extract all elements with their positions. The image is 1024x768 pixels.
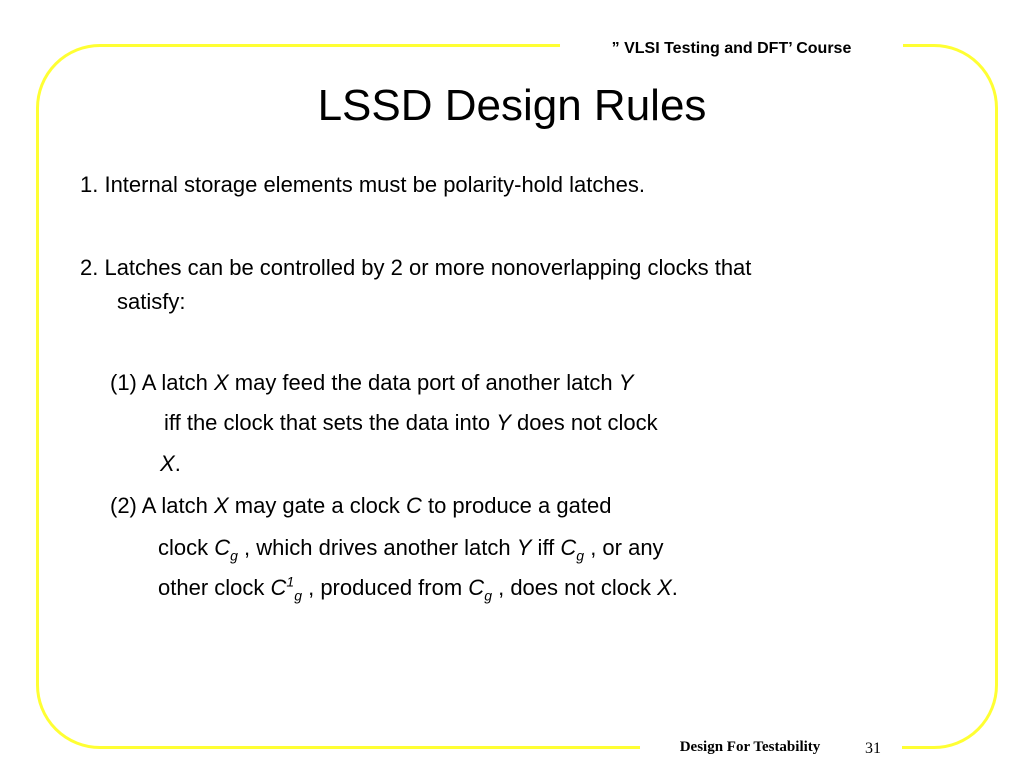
condition-1-line-2 <box>164 409 658 437</box>
condition-1-line-3 <box>160 450 181 478</box>
slide-title: LSSD Design Rules <box>317 81 707 130</box>
text-segment: may gate a clock <box>228 493 406 518</box>
text-segment: other clock <box>158 575 271 600</box>
text-segment: , does not clock <box>491 575 658 600</box>
text-segment: (2) A latch <box>110 493 214 518</box>
superscript: 1 <box>286 573 295 590</box>
page-number: 31 <box>865 740 881 757</box>
text-segment: Y <box>496 410 511 435</box>
text-segment: , which drives another latch <box>237 535 517 560</box>
text-segment: , produced from <box>301 575 469 600</box>
text-segment: C <box>405 493 422 518</box>
text-segment: X <box>213 370 229 395</box>
footer-label: Design For Testability <box>679 739 821 755</box>
text-segment: C <box>270 575 287 600</box>
text-segment: (1) A latch <box>110 370 214 395</box>
subscript: g <box>230 547 238 564</box>
text-segment: C <box>468 575 485 600</box>
rule-2-line-1: 2. Latches can be controlled by 2 or more nonoverlapping clocks that <box>80 255 752 280</box>
text-segment: clock <box>158 535 215 560</box>
text-segment: to produce a gated <box>421 493 612 518</box>
rule-1: 1. Internal storage elements must be polarity-hold latches. <box>80 172 645 197</box>
subscript: g <box>484 587 492 604</box>
text-segment: X <box>160 451 175 476</box>
text-segment: Y <box>516 535 532 560</box>
text-segment: may feed the data port of another latch <box>228 370 619 395</box>
text-segment: , or any <box>584 535 664 560</box>
subscript: g <box>576 547 585 564</box>
text-segment: X <box>657 575 672 600</box>
text-segment: . <box>671 575 678 600</box>
course-header: ” VLSI Testing and DFT’ Course <box>611 40 852 57</box>
rule-2-line-2: satisfy: <box>117 289 186 314</box>
text-segment: does not clock <box>510 410 658 435</box>
condition-2-line-1 <box>110 492 611 520</box>
condition-2-line-2 <box>158 534 664 562</box>
subscript: g <box>294 587 302 604</box>
text-segment: C <box>214 535 231 560</box>
condition-2-line-3 <box>158 574 678 602</box>
text-segment: . <box>174 451 181 476</box>
text-segment: X <box>213 493 229 518</box>
text-segment: iff the clock that sets the data into <box>164 410 497 435</box>
text-segment: iff <box>531 535 561 560</box>
text-segment: Y <box>618 370 634 395</box>
text-segment: C <box>560 535 577 560</box>
condition-1-line-1 <box>110 369 633 397</box>
